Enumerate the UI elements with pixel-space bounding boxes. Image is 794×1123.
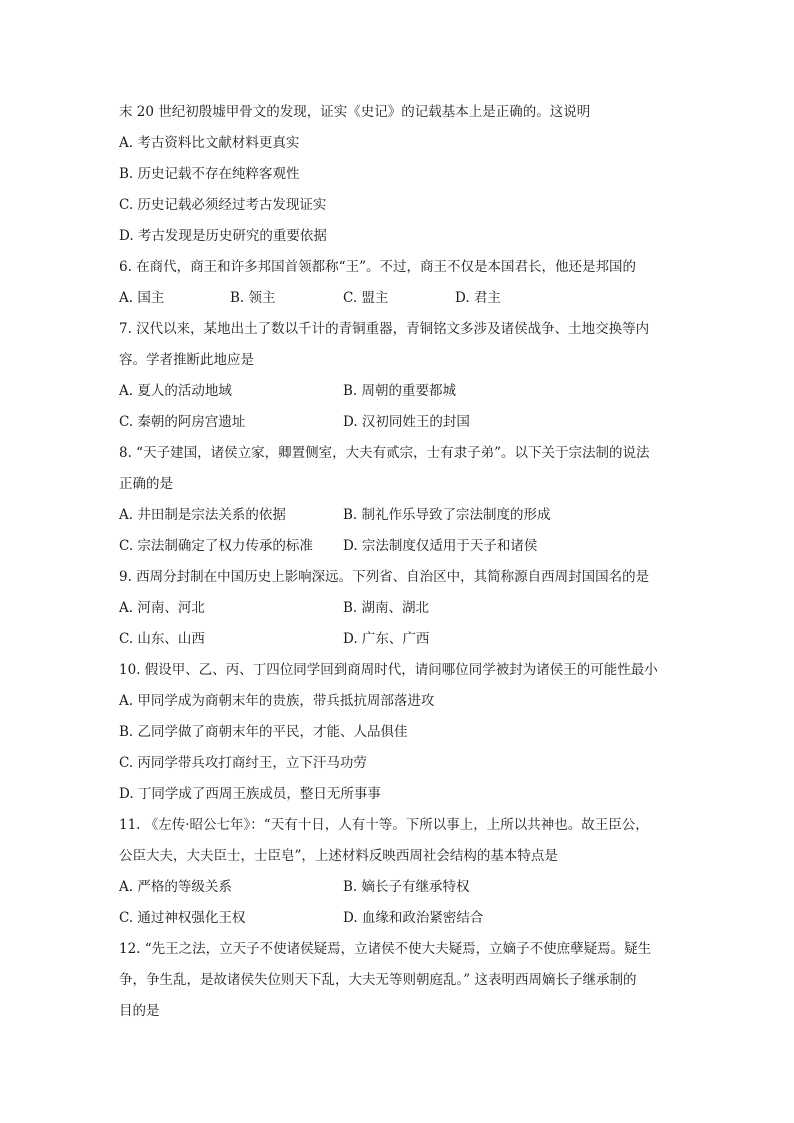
q10-option-c: C. 丙同学带兵攻打商纣王，立下汗马功劳 [119, 755, 367, 771]
q12-stem-line2: 争，争生乱，是故诸侯失位则天下乱，大夫无等则朝庭乱。” 这表明西周嫡长子继承制的 [119, 972, 637, 988]
q11-option-c: C. 通过神权强化王权 [119, 910, 246, 926]
q9-option-b: B. 湖南、湖北 [343, 600, 430, 616]
q7-stem-line2: 容。学者推断此地应是 [119, 352, 254, 368]
q7-option-a: A. 夏人的活动地域 [119, 383, 232, 399]
q10-option-d: D. 丁同学成了西周王族成员，整日无所事事 [119, 786, 381, 802]
q7-option-c: C. 秦朝的阿房宫遗址 [119, 414, 246, 430]
q11-option-b: B. 嫡长子有继承特权 [343, 879, 470, 895]
q6-option-b: B. 领主 [230, 290, 276, 306]
q8-option-a: A. 井田制是宗法关系的依据 [119, 507, 286, 523]
q11-option-d: D. 血缘和政治紧密结合 [343, 910, 484, 926]
q10-option-a: A. 甲同学成为商朝末年的贵族，带兵抵抗周部落进攻 [119, 693, 435, 709]
q7-option-b: B. 周朝的重要都城 [343, 383, 457, 399]
q11-stem-line1: 11. 《左传·昭公七年》：“天有十日，人有十等。下所以事上，上所以共神也。故王臣公， [119, 817, 649, 833]
q5-stem: 末 20 世纪初殷墟甲骨文的发现，证实《史记》的记载基本上是正确的。这说明 [119, 104, 591, 120]
q9-option-a: A. 河南、河北 [119, 600, 205, 616]
q5-option-a: A. 考古资料比文献材料更真实 [119, 135, 300, 151]
q11-option-a: A. 严格的等级关系 [119, 879, 232, 895]
q8-stem-line2: 正确的是 [119, 476, 173, 492]
q6-option-d: D. 君主 [455, 290, 501, 306]
q12-stem-line3: 目的是 [119, 1003, 160, 1019]
q7-stem-line1: 7. 汉代以来，某地出土了数以千计的青铜重器，青铜铭文多涉及诸侯战争、土地交换等内 [119, 321, 650, 337]
q8-option-d: D. 宗法制度仅适用于天子和诸侯 [343, 538, 538, 554]
q5-option-c: C. 历史记载必须经过考古发现证实 [119, 197, 327, 213]
q8-option-b: B. 制礼作乐导致了宗法制度的形成 [343, 507, 551, 523]
q5-option-b: B. 历史记载不存在纯粹客观性 [119, 166, 300, 182]
q6-stem: 6. 在商代，商王和许多邦国首领都称“王”。不过，商王不仅是本国君长，他还是邦国的 [119, 259, 636, 275]
q10-option-b: B. 乙同学做了商朝末年的平民，才能、人品俱佳 [119, 724, 408, 740]
q7-option-d: D. 汉初同姓王的封国 [343, 414, 470, 430]
q9-option-d: D. 广东、广西 [343, 631, 430, 647]
q12-stem-line1: 12. “先王之法，立天子不使诸侯疑焉，立诸侯不使大夫疑焉，立嫡子不使庶孽疑焉。疑生 [119, 941, 652, 957]
q6-option-a: A. 国主 [119, 290, 165, 306]
q8-option-c: C. 宗法制确定了权力传承的标准 [119, 538, 313, 554]
q8-stem-line1: 8. “天子建国，诸侯立家，卿置侧室，大夫有贰宗，士有隶子弟”。以下关于宗法制的说法 [119, 445, 650, 461]
q11-stem-line2: 公臣大夫，大夫臣士，士臣皂”，上述材料反映西周社会结构的基本特点是 [119, 848, 558, 864]
q9-stem: 9. 西周分封制在中国历史上影响深远。下列省、自治区中，其简称源自西周封国国名的是 [119, 569, 650, 585]
q5-option-d: D. 考古发现是历史研究的重要依据 [119, 228, 327, 244]
q6-option-c: C. 盟主 [343, 290, 389, 306]
q9-option-c: C. 山东、山西 [119, 631, 205, 647]
q10-stem: 10. 假设甲、乙、丙、丁四位同学回到商周时代，请问哪位同学被封为诸侯王的可能性最小 [119, 662, 658, 678]
